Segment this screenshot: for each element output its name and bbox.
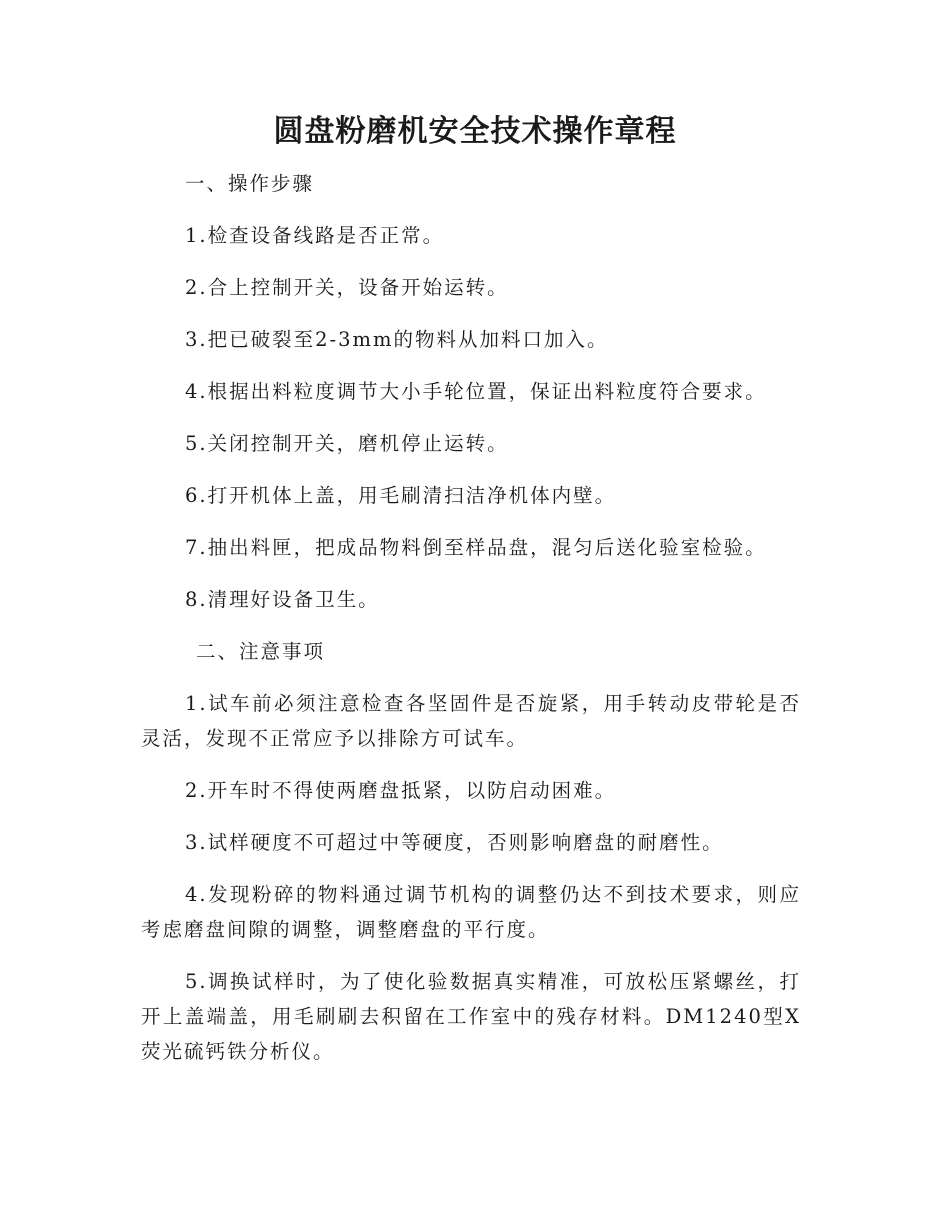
document-body xyxy=(141,166,801,1086)
section-heading-operation-steps: 一、操作步骤 xyxy=(185,172,315,195)
step-item-5: 5.关闭控制开关，磨机停止运转。 xyxy=(185,432,509,455)
step-item-3: 3.把已破裂至2-3mm的物料从加料口加入。 xyxy=(185,328,609,351)
precaution-item-4: 4.发现粉碎的物料通过调节机构的调整仍达不到技术要求，则应考虑磨盘间隙的调整，调整磨盘的平行度。 xyxy=(141,883,801,941)
step-item-4: 4.根据出料粒度调节大小手轮位置，保证出料粒度符合要求。 xyxy=(185,380,767,403)
precaution-item-2: 2.开车时不得使两磨盘抵紧，以防启动困难。 xyxy=(185,779,617,802)
step-item-7: 7.抽出料匣，把成品物料倒至样品盘，混匀后送化验室检验。 xyxy=(185,536,767,559)
precaution-item-3: 3.试样硬度不可超过中等硬度，否则影响磨盘的耐磨性。 xyxy=(185,831,724,854)
step-item-1: 1.检查设备线路是否正常。 xyxy=(185,224,445,247)
step-item-6: 6.打开机体上盖，用毛刷清扫洁净机体内壁。 xyxy=(185,484,617,507)
step-item-2: 2.合上控制开关，设备开始运转。 xyxy=(185,276,509,299)
section-heading-precautions: 二、注意事项 xyxy=(196,640,326,663)
step-item-8: 8.清理好设备卫生。 xyxy=(185,588,380,611)
precaution-item-1: 1.试车前必须注意检查各坚固件是否旋紧，用手转动皮带轮是否灵活，发现不正常应予以排除方可试车。 xyxy=(141,692,801,750)
precaution-item-5: 5.调换试样时，为了使化验数据真实精准，可放松压紧螺丝，打开上盖端盖，用毛刷刷去积留在工作室中的残存材料。DM1240型X荧光硫钙铁分析仪。 xyxy=(141,970,801,1063)
document-title: 圆盘粉磨机安全技术操作章程 xyxy=(273,114,677,149)
